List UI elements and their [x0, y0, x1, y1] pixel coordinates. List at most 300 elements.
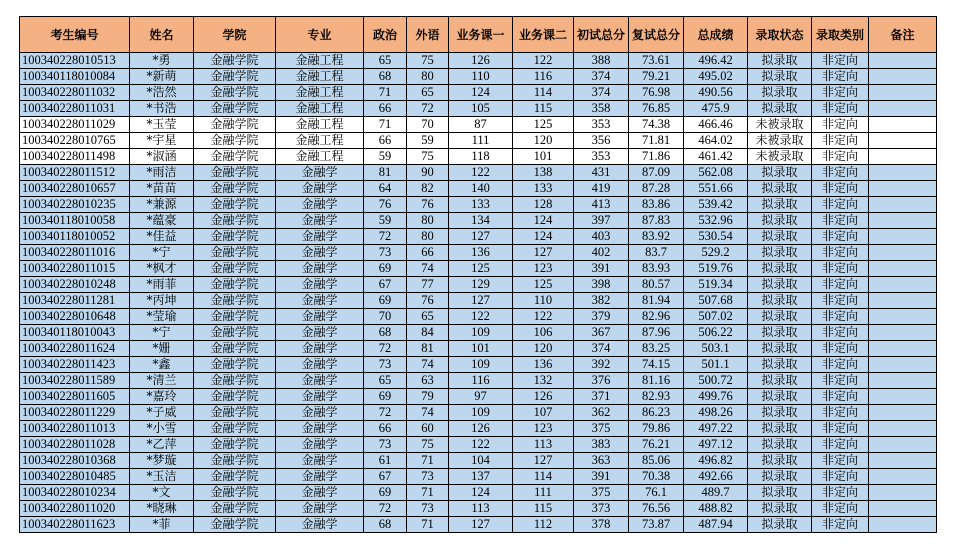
course-2-cell: 114 [513, 469, 574, 485]
exam-id-cell: 100340228011031 [20, 101, 130, 117]
politics-cell: 66 [364, 133, 407, 149]
foreign-language-cell: 77 [407, 277, 449, 293]
politics-cell: 81 [364, 165, 407, 181]
initial-total-cell: 362 [574, 405, 629, 421]
admission-category-cell: 非定向 [812, 181, 869, 197]
total-score-cell: 496.82 [684, 453, 748, 469]
major-cell: 金融工程 [276, 85, 364, 101]
initial-total-cell: 391 [574, 261, 629, 277]
foreign-language-cell: 65 [407, 309, 449, 325]
politics-cell: 66 [364, 101, 407, 117]
total-score-cell: 503.1 [684, 341, 748, 357]
course-1-cell: 109 [449, 325, 513, 341]
initial-total-cell: 367 [574, 325, 629, 341]
header-initial-total: 初试总分 [574, 17, 629, 53]
course-1-cell: 122 [449, 437, 513, 453]
admission-category-cell: 非定向 [812, 213, 869, 229]
total-score-cell: 529.2 [684, 245, 748, 261]
table-row [20, 389, 937, 405]
foreign-language-cell: 59 [407, 133, 449, 149]
retest-total-cell: 85.06 [629, 453, 684, 469]
admission-status-cell: 拟录取 [748, 293, 812, 309]
major-cell: 金融学 [276, 277, 364, 293]
admission-status-cell: 拟录取 [748, 261, 812, 277]
course-1-cell: 109 [449, 405, 513, 421]
foreign-language-cell: 71 [407, 517, 449, 533]
course-2-cell: 124 [513, 213, 574, 229]
admission-status-cell: 拟录取 [748, 53, 812, 69]
college-cell: 金融学院 [194, 405, 276, 421]
college-cell: 金融学院 [194, 101, 276, 117]
remarks-cell [869, 485, 937, 501]
exam-id-cell: 100340228011498 [20, 149, 130, 165]
course-2-cell: 110 [513, 293, 574, 309]
major-cell: 金融工程 [276, 117, 364, 133]
admission-category-cell: 非定向 [812, 325, 869, 341]
table-row [20, 229, 937, 245]
course-2-cell: 106 [513, 325, 574, 341]
politics-cell: 68 [364, 69, 407, 85]
politics-cell: 71 [364, 85, 407, 101]
table-row [20, 277, 937, 293]
major-cell: 金融学 [276, 469, 364, 485]
admission-status-cell: 拟录取 [748, 389, 812, 405]
initial-total-cell: 388 [574, 53, 629, 69]
course-1-cell: 133 [449, 197, 513, 213]
total-score-cell: 506.22 [684, 325, 748, 341]
admission-category-cell: 非定向 [812, 437, 869, 453]
admission-table [19, 16, 937, 533]
exam-id-cell: 100340228011512 [20, 165, 130, 181]
course-1-cell: 126 [449, 53, 513, 69]
retest-total-cell: 76.1 [629, 485, 684, 501]
header-course-1: 业务课一 [449, 17, 513, 53]
course-1-cell: 125 [449, 261, 513, 277]
total-score-cell: 498.26 [684, 405, 748, 421]
exam-id-cell: 100340118010084 [20, 69, 130, 85]
admission-status-cell: 拟录取 [748, 469, 812, 485]
total-score-cell: 532.96 [684, 213, 748, 229]
admission-status-cell: 拟录取 [748, 101, 812, 117]
table-row [20, 357, 937, 373]
admission-status-cell: 拟录取 [748, 165, 812, 181]
politics-cell: 61 [364, 453, 407, 469]
foreign-language-cell: 71 [407, 485, 449, 501]
politics-cell: 59 [364, 149, 407, 165]
foreign-language-cell: 75 [407, 53, 449, 69]
exam-id-cell: 100340118010058 [20, 213, 130, 229]
name-cell: *丙坤 [130, 293, 194, 309]
retest-total-cell: 83.92 [629, 229, 684, 245]
exam-id-cell: 100340228011028 [20, 437, 130, 453]
major-cell: 金融工程 [276, 101, 364, 117]
admission-status-cell: 拟录取 [748, 517, 812, 533]
name-cell: *玉洁 [130, 469, 194, 485]
total-score-cell: 507.68 [684, 293, 748, 309]
politics-cell: 71 [364, 117, 407, 133]
course-2-cell: 116 [513, 69, 574, 85]
politics-cell: 65 [364, 373, 407, 389]
exam-id-cell: 100340228011032 [20, 85, 130, 101]
name-cell: *文 [130, 485, 194, 501]
remarks-cell [869, 133, 937, 149]
major-cell: 金融学 [276, 389, 364, 405]
course-2-cell: 122 [513, 53, 574, 69]
retest-total-cell: 70.38 [629, 469, 684, 485]
college-cell: 金融学院 [194, 341, 276, 357]
major-cell: 金融学 [276, 501, 364, 517]
major-cell: 金融学 [276, 229, 364, 245]
foreign-language-cell: 70 [407, 117, 449, 133]
admission-category-cell: 非定向 [812, 373, 869, 389]
course-2-cell: 124 [513, 229, 574, 245]
admission-status-cell: 拟录取 [748, 325, 812, 341]
major-cell: 金融学 [276, 341, 364, 357]
college-cell: 金融学院 [194, 261, 276, 277]
foreign-language-cell: 65 [407, 85, 449, 101]
table-row [20, 405, 937, 421]
retest-total-cell: 74.15 [629, 357, 684, 373]
exam-id-cell: 100340228010513 [20, 53, 130, 69]
remarks-cell [869, 117, 937, 133]
remarks-cell [869, 85, 937, 101]
initial-total-cell: 353 [574, 117, 629, 133]
retest-total-cell: 81.94 [629, 293, 684, 309]
total-score-cell: 475.9 [684, 101, 748, 117]
exam-id-cell: 100340228010765 [20, 133, 130, 149]
major-cell: 金融学 [276, 325, 364, 341]
admission-category-cell: 非定向 [812, 229, 869, 245]
admission-category-cell: 非定向 [812, 341, 869, 357]
college-cell: 金融学院 [194, 501, 276, 517]
remarks-cell [869, 245, 937, 261]
name-cell: *晓琳 [130, 501, 194, 517]
foreign-language-cell: 76 [407, 293, 449, 309]
remarks-cell [869, 261, 937, 277]
retest-total-cell: 74.38 [629, 117, 684, 133]
retest-total-cell: 76.21 [629, 437, 684, 453]
college-cell: 金融学院 [194, 53, 276, 69]
initial-total-cell: 391 [574, 469, 629, 485]
major-cell: 金融学 [276, 485, 364, 501]
remarks-cell [869, 69, 937, 85]
course-2-cell: 133 [513, 181, 574, 197]
remarks-cell [869, 181, 937, 197]
admission-category-cell: 非定向 [812, 469, 869, 485]
retest-total-cell: 87.96 [629, 325, 684, 341]
retest-total-cell: 71.81 [629, 133, 684, 149]
exam-id-cell: 100340228010485 [20, 469, 130, 485]
admission-status-cell: 拟录取 [748, 309, 812, 325]
admission-status-cell: 拟录取 [748, 373, 812, 389]
initial-total-cell: 374 [574, 69, 629, 85]
foreign-language-cell: 73 [407, 501, 449, 517]
header-course-2: 业务课二 [513, 17, 574, 53]
course-2-cell: 114 [513, 85, 574, 101]
initial-total-cell: 374 [574, 85, 629, 101]
admission-status-cell: 拟录取 [748, 485, 812, 501]
admission-status-cell: 拟录取 [748, 405, 812, 421]
header-politics: 政治 [364, 17, 407, 53]
foreign-language-cell: 80 [407, 69, 449, 85]
name-cell: *鑫 [130, 357, 194, 373]
admission-category-cell: 非定向 [812, 357, 869, 373]
major-cell: 金融学 [276, 453, 364, 469]
remarks-cell [869, 149, 937, 165]
total-score-cell: 497.22 [684, 421, 748, 437]
college-cell: 金融学院 [194, 229, 276, 245]
name-cell: *淑涵 [130, 149, 194, 165]
course-1-cell: 129 [449, 277, 513, 293]
table-row [20, 165, 937, 181]
major-cell: 金融学 [276, 517, 364, 533]
politics-cell: 70 [364, 309, 407, 325]
major-cell: 金融学 [276, 261, 364, 277]
initial-total-cell: 397 [574, 213, 629, 229]
exam-id-cell: 100340228011229 [20, 405, 130, 421]
course-2-cell: 127 [513, 453, 574, 469]
course-2-cell: 138 [513, 165, 574, 181]
exam-id-cell: 100340228010657 [20, 181, 130, 197]
admission-category-cell: 非定向 [812, 53, 869, 69]
foreign-language-cell: 82 [407, 181, 449, 197]
retest-total-cell: 73.61 [629, 53, 684, 69]
exam-id-cell: 100340228011423 [20, 357, 130, 373]
name-cell: *宇星 [130, 133, 194, 149]
total-score-cell: 496.42 [684, 53, 748, 69]
course-2-cell: 113 [513, 437, 574, 453]
remarks-cell [869, 325, 937, 341]
admission-status-cell: 拟录取 [748, 213, 812, 229]
admission-category-cell: 非定向 [812, 85, 869, 101]
admission-category-cell: 非定向 [812, 149, 869, 165]
major-cell: 金融学 [276, 293, 364, 309]
table-row [20, 85, 937, 101]
college-cell: 金融学院 [194, 149, 276, 165]
initial-total-cell: 375 [574, 485, 629, 501]
college-cell: 金融学院 [194, 293, 276, 309]
name-cell: *雨洁 [130, 165, 194, 181]
course-2-cell: 107 [513, 405, 574, 421]
header-admission-status: 录取状态 [748, 17, 812, 53]
exam-id-cell: 100340228010234 [20, 485, 130, 501]
retest-total-cell: 87.28 [629, 181, 684, 197]
admission-category-cell: 非定向 [812, 165, 869, 181]
admission-status-cell: 未被录取 [748, 149, 812, 165]
retest-total-cell: 82.96 [629, 309, 684, 325]
retest-total-cell: 87.83 [629, 213, 684, 229]
exam-id-cell: 100340228011281 [20, 293, 130, 309]
remarks-cell [869, 165, 937, 181]
course-1-cell: 140 [449, 181, 513, 197]
total-score-cell: 489.7 [684, 485, 748, 501]
politics-cell: 72 [364, 229, 407, 245]
foreign-language-cell: 74 [407, 357, 449, 373]
course-1-cell: 124 [449, 485, 513, 501]
exam-id-cell: 100340118010052 [20, 229, 130, 245]
remarks-cell [869, 101, 937, 117]
politics-cell: 73 [364, 357, 407, 373]
politics-cell: 65 [364, 53, 407, 69]
foreign-language-cell: 80 [407, 213, 449, 229]
remarks-cell [869, 197, 937, 213]
course-2-cell: 123 [513, 261, 574, 277]
course-2-cell: 101 [513, 149, 574, 165]
initial-total-cell: 353 [574, 149, 629, 165]
name-cell: *小雪 [130, 421, 194, 437]
course-1-cell: 124 [449, 85, 513, 101]
total-score-cell: 562.08 [684, 165, 748, 181]
remarks-cell [869, 373, 937, 389]
header-row [20, 17, 937, 53]
course-1-cell: 113 [449, 501, 513, 517]
admission-category-cell: 非定向 [812, 309, 869, 325]
initial-total-cell: 402 [574, 245, 629, 261]
exam-id-cell: 100340228011020 [20, 501, 130, 517]
remarks-cell [869, 405, 937, 421]
admission-status-cell: 拟录取 [748, 181, 812, 197]
retest-total-cell: 83.93 [629, 261, 684, 277]
initial-total-cell: 374 [574, 341, 629, 357]
table-row [20, 501, 937, 517]
foreign-language-cell: 76 [407, 197, 449, 213]
exam-id-cell: 100340228010648 [20, 309, 130, 325]
name-cell: *佳益 [130, 229, 194, 245]
foreign-language-cell: 81 [407, 341, 449, 357]
course-1-cell: 110 [449, 69, 513, 85]
course-1-cell: 101 [449, 341, 513, 357]
politics-cell: 68 [364, 325, 407, 341]
name-cell: *宁 [130, 245, 194, 261]
total-score-cell: 497.12 [684, 437, 748, 453]
total-score-cell: 487.94 [684, 517, 748, 533]
college-cell: 金融学院 [194, 277, 276, 293]
total-score-cell: 519.76 [684, 261, 748, 277]
college-cell: 金融学院 [194, 437, 276, 453]
admission-category-cell: 非定向 [812, 421, 869, 437]
course-2-cell: 136 [513, 357, 574, 373]
college-cell: 金融学院 [194, 357, 276, 373]
name-cell: *勇 [130, 53, 194, 69]
initial-total-cell: 413 [574, 197, 629, 213]
course-2-cell: 120 [513, 341, 574, 357]
politics-cell: 72 [364, 341, 407, 357]
major-cell: 金融工程 [276, 69, 364, 85]
initial-total-cell: 371 [574, 389, 629, 405]
politics-cell: 68 [364, 517, 407, 533]
college-cell: 金融学院 [194, 485, 276, 501]
college-cell: 金融学院 [194, 213, 276, 229]
politics-cell: 67 [364, 469, 407, 485]
initial-total-cell: 378 [574, 517, 629, 533]
retest-total-cell: 76.56 [629, 501, 684, 517]
course-2-cell: 112 [513, 517, 574, 533]
total-score-cell: 495.02 [684, 69, 748, 85]
remarks-cell [869, 453, 937, 469]
initial-total-cell: 382 [574, 293, 629, 309]
course-2-cell: 127 [513, 245, 574, 261]
course-1-cell: 105 [449, 101, 513, 117]
course-1-cell: 111 [449, 133, 513, 149]
name-cell: *子威 [130, 405, 194, 421]
table-row [20, 261, 937, 277]
course-1-cell: 127 [449, 293, 513, 309]
remarks-cell [869, 309, 937, 325]
total-score-cell: 466.46 [684, 117, 748, 133]
retest-total-cell: 83.25 [629, 341, 684, 357]
admission-category-cell: 非定向 [812, 69, 869, 85]
admission-results-sheet [19, 16, 937, 533]
admission-status-cell: 拟录取 [748, 437, 812, 453]
table-row [20, 485, 937, 501]
college-cell: 金融学院 [194, 85, 276, 101]
admission-category-cell: 非定向 [812, 405, 869, 421]
foreign-language-cell: 90 [407, 165, 449, 181]
major-cell: 金融学 [276, 197, 364, 213]
course-1-cell: 127 [449, 517, 513, 533]
college-cell: 金融学院 [194, 165, 276, 181]
course-2-cell: 123 [513, 421, 574, 437]
header-retest-total: 复试总分 [629, 17, 684, 53]
foreign-language-cell: 60 [407, 421, 449, 437]
college-cell: 金融学院 [194, 373, 276, 389]
foreign-language-cell: 79 [407, 389, 449, 405]
college-cell: 金融学院 [194, 325, 276, 341]
name-cell: *书浩 [130, 101, 194, 117]
remarks-cell [869, 389, 937, 405]
course-2-cell: 122 [513, 309, 574, 325]
total-score-cell: 464.02 [684, 133, 748, 149]
table-row [20, 197, 937, 213]
name-cell: *雨菲 [130, 277, 194, 293]
table-row [20, 325, 937, 341]
course-2-cell: 111 [513, 485, 574, 501]
course-1-cell: 122 [449, 165, 513, 181]
admission-category-cell: 非定向 [812, 277, 869, 293]
name-cell: *梦璇 [130, 453, 194, 469]
header-name: 姓名 [130, 17, 194, 53]
college-cell: 金融学院 [194, 389, 276, 405]
major-cell: 金融学 [276, 181, 364, 197]
name-cell: *枫才 [130, 261, 194, 277]
course-1-cell: 104 [449, 453, 513, 469]
course-2-cell: 115 [513, 101, 574, 117]
initial-total-cell: 379 [574, 309, 629, 325]
college-cell: 金融学院 [194, 133, 276, 149]
admission-status-cell: 未被录取 [748, 117, 812, 133]
remarks-cell [869, 293, 937, 309]
table-row [20, 309, 937, 325]
course-1-cell: 127 [449, 229, 513, 245]
initial-total-cell: 383 [574, 437, 629, 453]
major-cell: 金融学 [276, 309, 364, 325]
initial-total-cell: 419 [574, 181, 629, 197]
major-cell: 金融工程 [276, 133, 364, 149]
total-score-cell: 539.42 [684, 197, 748, 213]
major-cell: 金融学 [276, 421, 364, 437]
initial-total-cell: 431 [574, 165, 629, 181]
foreign-language-cell: 66 [407, 245, 449, 261]
major-cell: 金融工程 [276, 53, 364, 69]
table-body [20, 53, 937, 533]
foreign-language-cell: 74 [407, 261, 449, 277]
retest-total-cell: 87.09 [629, 165, 684, 181]
exam-id-cell: 100340228011013 [20, 421, 130, 437]
admission-category-cell: 非定向 [812, 197, 869, 213]
college-cell: 金融学院 [194, 181, 276, 197]
retest-total-cell: 71.86 [629, 149, 684, 165]
foreign-language-cell: 71 [407, 453, 449, 469]
